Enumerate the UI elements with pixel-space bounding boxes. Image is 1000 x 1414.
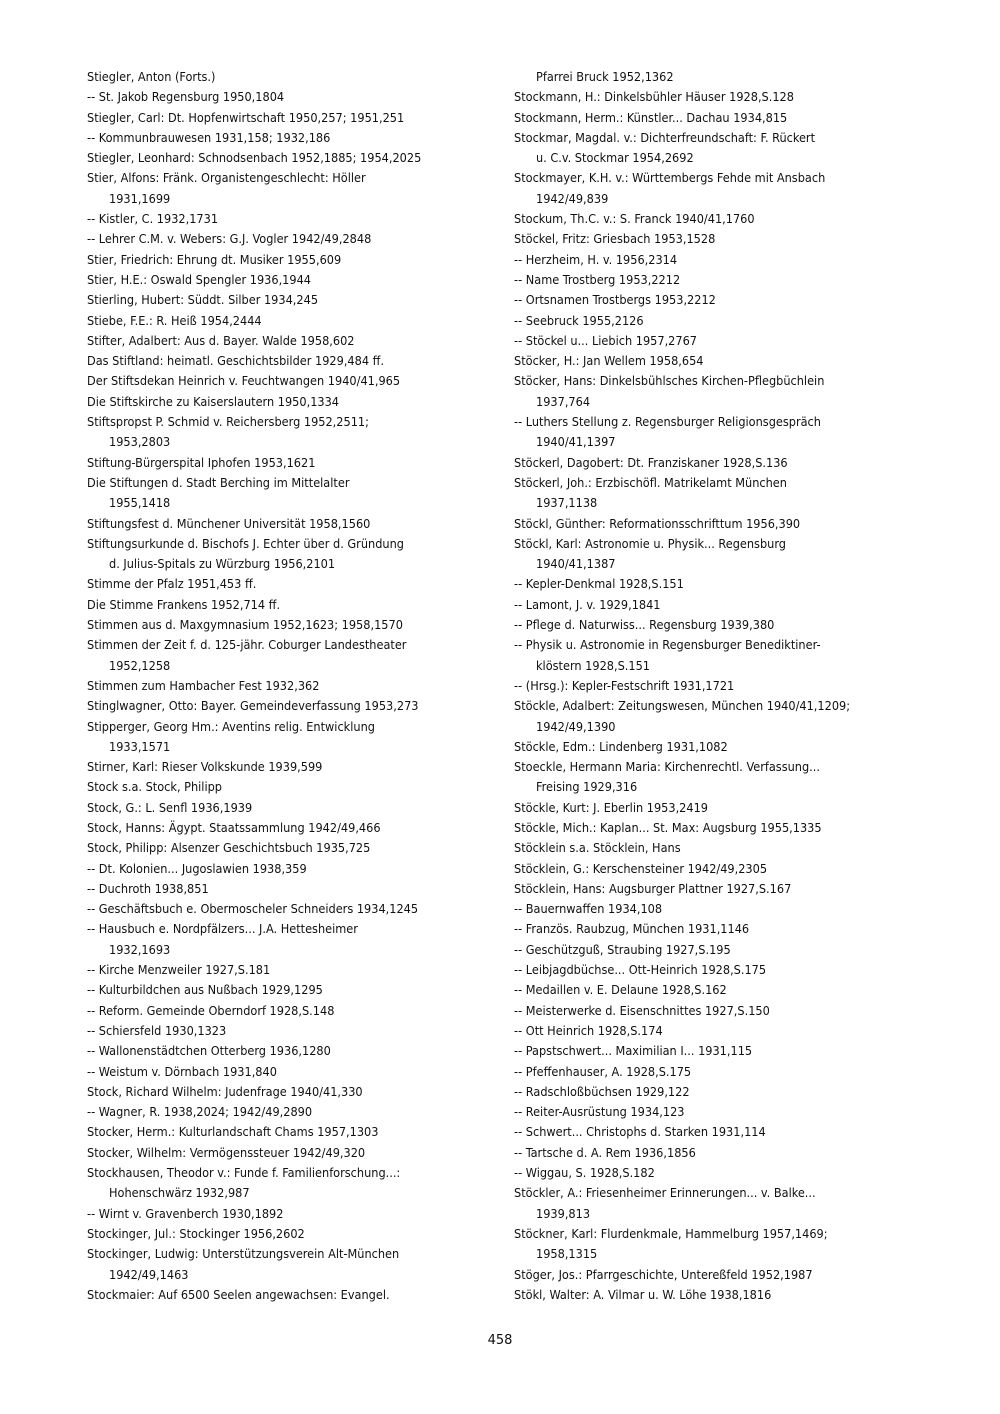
entry-line: Stiebe, F.E.: R. Heiß 1954,2444	[87, 312, 262, 328]
index-entry	[514, 879, 934, 899]
entry-line: Stöckle, Kurt: J. Eberlin 1953,2419	[514, 799, 709, 815]
entry-line: Stöcker, Hans: Dinkelsbühlsches Kirchen-Pflegbüchlein	[514, 373, 825, 389]
entry-line: Die Stiftskirche zu Kaiserslautern 1950,1334	[87, 393, 340, 409]
index-entry	[87, 1001, 507, 1021]
entry-line: -- Geschützguß, Straubing 1927,S.195	[514, 941, 731, 957]
entry-line: Stimmen der Zeit f. d. 125-jähr. Coburger Landestheater	[87, 637, 407, 653]
index-entry	[514, 859, 934, 879]
index-entry	[87, 635, 507, 676]
entry-line: Stöcklein s.a. Stöcklein, Hans	[514, 840, 681, 856]
entry-line: -- Luthers Stellung z. Regensburger Religionsgespräch	[514, 414, 821, 430]
index-entry	[87, 1102, 507, 1122]
entry-line: -- Seebruck 1955,2126	[514, 312, 644, 328]
entry-continuation-line: 1953,2803	[109, 434, 171, 450]
index-entry	[514, 168, 934, 209]
index-entry	[514, 919, 934, 939]
index-entry	[87, 351, 507, 371]
index-entry	[87, 1062, 507, 1082]
entry-continuation-line: 1937,1138	[536, 495, 598, 511]
entry-line: -- Pfeffenhauser, A. 1928,S.175	[514, 1063, 692, 1079]
index-entry	[87, 980, 507, 1000]
index-entry	[514, 574, 934, 594]
entry-line: -- Kepler-Denkmal 1928,S.151	[514, 576, 684, 592]
entry-line: Stirner, Karl: Rieser Volkskunde 1939,599	[87, 759, 323, 775]
entry-line: -- Französ. Raubzug, München 1931,1146	[514, 921, 750, 937]
index-entry	[514, 798, 934, 818]
entry-line: Stockinger, Jul.: Stockinger 1956,2602	[87, 1225, 305, 1241]
entry-line: Stiftungsfest d. Münchener Universität 1958,1560	[87, 515, 371, 531]
index-entry	[87, 1082, 507, 1102]
entry-line: -- Papstschwert... Maximilian I... 1931,115	[514, 1043, 753, 1059]
entry-line: -- Schiersfeld 1930,1323	[87, 1022, 227, 1038]
entry-line: -- Hausbuch e. Nordpfälzers... J.A. Hettesheimer	[87, 921, 358, 937]
index-entry	[87, 1204, 507, 1224]
index-entry	[87, 128, 507, 148]
entry-line: Stöckle, Adalbert: Zeitungswesen, München 1940/41,1209;	[514, 698, 851, 714]
entry-line: Stiftung-Bürgerspital Iphofen 1953,1621	[87, 454, 316, 470]
index-entry	[87, 392, 507, 412]
index-entry	[514, 229, 934, 249]
entry-line: Stock, Philipp: Alsenzer Geschichtsbuch 1935,725	[87, 840, 371, 856]
index-entry	[514, 1285, 934, 1305]
index-entry	[87, 209, 507, 229]
index-entry	[514, 1102, 934, 1122]
index-entry	[514, 1082, 934, 1102]
index-entry	[87, 717, 507, 758]
index-entry	[514, 87, 934, 107]
index-entry	[87, 1143, 507, 1163]
index-entry	[87, 290, 507, 310]
entry-line: -- Pflege d. Naturwiss... Regensburg 1939,380	[514, 617, 775, 633]
entry-continuation-line: 1933,1571	[109, 738, 171, 754]
entry-continuation-line: Hohenschwärz 1932,987	[109, 1185, 250, 1201]
entry-continuation-line: 1955,1418	[109, 495, 171, 511]
entry-line: -- Reiter-Ausrüstung 1934,123	[514, 1104, 685, 1120]
entry-continuation-line: 1958,1315	[536, 1246, 598, 1262]
index-entry	[514, 595, 934, 615]
index-entry	[87, 1041, 507, 1061]
index-entry	[514, 331, 934, 351]
index-entry	[514, 1224, 934, 1265]
entry-line: Stocker, Wilhelm: Vermögenssteuer 1942/49,320	[87, 1144, 366, 1160]
entry-continuation-line: klöstern 1928,S.151	[536, 657, 651, 673]
entry-line: Stiegler, Carl: Dt. Hopfenwirtschaft 1950,257; 1951,251	[87, 109, 405, 125]
index-entry	[514, 1183, 934, 1224]
entry-line: -- Kirche Menzweiler 1927,S.181	[87, 962, 271, 978]
index-entry	[87, 250, 507, 270]
entry-line: -- Dt. Kolonien... Jugoslawien 1938,359	[87, 860, 307, 876]
index-entry	[514, 635, 934, 676]
entry-continuation-line: 1942/49,839	[536, 190, 609, 206]
index-entry	[514, 473, 934, 514]
entry-line: Stinglwagner, Otto: Bayer. Gemeindeverfassung 1953,273	[87, 698, 419, 714]
entry-line: -- Schwert... Christophs d. Starken 1931,114	[514, 1124, 766, 1140]
index-entry	[514, 1265, 934, 1285]
entry-line: Stockinger, Ludwig: Unterstützungsverein Alt-München	[87, 1246, 400, 1262]
entry-line: -- (Hrsg.): Kepler-Festschrift 1931,1721	[514, 677, 735, 693]
index-entry	[87, 453, 507, 473]
entry-line: -- Lehrer C.M. v. Webers: G.J. Vogler 1942/49,2848	[87, 231, 372, 247]
entry-line: -- Radschloßbüchsen 1929,122	[514, 1083, 690, 1099]
entry-line: Stockmar, Magdal. v.: Dichterfreundschaft: F. Rückert	[514, 129, 816, 145]
entry-line: Stöcker, H.: Jan Wellem 1958,654	[514, 353, 704, 369]
index-entry	[514, 960, 934, 980]
entry-line: Stimmen aus d. Maxgymnasium 1952,1623; 1958,1570	[87, 617, 403, 633]
entry-line: Stock, G.: L. Senfl 1936,1939	[87, 799, 253, 815]
index-entry	[514, 534, 934, 575]
index-entry	[514, 1062, 934, 1082]
entry-line: Stipperger, Georg Hm.: Aventins relig. Entwicklung	[87, 718, 375, 734]
entry-line: Stock s.a. Stock, Philipp	[87, 779, 222, 795]
entry-line: Stöckerl, Joh.: Erzbischöfl. Matrikelamt München	[514, 474, 787, 490]
index-entry	[514, 818, 934, 838]
entry-line: Stöckerl, Dagobert: Dt. Franziskaner 1928,S.136	[514, 454, 788, 470]
entry-line: Stockmayer, K.H. v.: Württembergs Fehde mit Ansbach	[514, 170, 826, 186]
index-entry	[514, 514, 934, 534]
index-entry	[87, 473, 507, 514]
entry-line: Stockhausen, Theodor v.: Funde f. Familienforschung...:	[87, 1165, 401, 1181]
entry-line: Der Stiftsdekan Heinrich v. Feuchtwangen 1940/41,965	[87, 373, 401, 389]
entry-line: -- Lamont, J. v. 1929,1841	[514, 596, 661, 612]
index-entry	[514, 899, 934, 919]
entry-line: Stockmann, Herm.: Künstler... Dachau 1934,815	[514, 109, 788, 125]
page-number: 458	[487, 1333, 513, 1348]
index-entry	[514, 1143, 934, 1163]
entry-line: -- Kistler, C. 1932,1731	[87, 211, 219, 227]
entry-line: -- Wagner, R. 1938,2024; 1942/49,2890	[87, 1104, 313, 1120]
entry-line: Stockmann, H.: Dinkelsbühler Häuser 1928,S.128	[514, 89, 794, 105]
index-entry	[514, 696, 934, 737]
index-entry	[87, 412, 507, 453]
entry-line: -- Medaillen v. E. Delaune 1928,S.162	[514, 982, 727, 998]
index-entry	[514, 940, 934, 960]
entry-line: Pfarrei Bruck 1952,1362	[536, 69, 674, 84]
entry-line: Stimmen zum Hambacher Fest 1932,362	[87, 677, 320, 693]
entry-line: -- Reform. Gemeinde Oberndorf 1928,S.148	[87, 1002, 335, 1018]
index-entry	[87, 859, 507, 879]
entry-continuation-line: d. Julius-Spitals zu Würzburg 1956,2101	[109, 556, 336, 572]
index-entry	[87, 1285, 507, 1305]
index-entry	[87, 67, 507, 87]
entry-line: Stiftspropst P. Schmid v. Reichersberg 1952,2511;	[87, 414, 369, 430]
index-entry	[87, 879, 507, 899]
entry-line: Stöger, Jos.: Pfarrgeschichte, Untereßfeld 1952,1987	[514, 1266, 813, 1282]
entry-line: Stockmaier: Auf 6500 Seelen angewachsen: Evangel.	[87, 1286, 390, 1302]
entry-line: -- Duchroth 1938,851	[87, 880, 209, 896]
index-entry	[87, 1122, 507, 1142]
entry-line: -- Bauernwaffen 1934,108	[514, 901, 663, 917]
entry-line: -- Stöckel u... Liebich 1957,2767	[514, 332, 698, 348]
entry-line: Stöckle, Edm.: Lindenberg 1931,1082	[514, 738, 728, 754]
entry-line: -- Meisterwerke d. Eisenschnittes 1927,S.150	[514, 1002, 770, 1018]
index-entry	[87, 514, 507, 534]
index-entry	[514, 1163, 934, 1183]
index-entry	[87, 818, 507, 838]
index-entry	[87, 615, 507, 635]
index-entry	[514, 270, 934, 290]
entry-continuation-line: 1931,1699	[109, 190, 171, 206]
index-entry	[87, 960, 507, 980]
entry-continuation-line: 1942/49,1463	[109, 1266, 189, 1282]
entry-line: Stöcklein, Hans: Augsburger Plattner 1927,S.167	[514, 880, 792, 896]
index-entry	[87, 168, 507, 209]
entry-line: Stöckler, A.: Friesenheimer Erinnerungen... v. Balke...	[514, 1185, 816, 1201]
index-entry	[514, 1122, 934, 1142]
index-entry	[87, 229, 507, 249]
index-entry	[87, 270, 507, 290]
index-entry	[87, 1224, 507, 1244]
index-entry	[514, 209, 934, 229]
entry-line: -- St. Jakob Regensburg 1950,1804	[87, 89, 285, 105]
entry-line: Stöcklein, G.: Kerschensteiner 1942/49,2305	[514, 860, 768, 876]
entry-continuation-line: 1940/41,1397	[536, 434, 616, 450]
entry-line: -- Leibjagdbüchse... Ott-Heinrich 1928,S.175	[514, 962, 767, 978]
index-entry	[514, 615, 934, 635]
entry-continuation-line: 1939,813	[536, 1205, 591, 1221]
entry-line: -- Kulturbildchen aus Nußbach 1929,1295	[87, 982, 323, 998]
index-entry	[514, 838, 934, 858]
entry-line: Das Stiftland: heimatl. Geschichtsbilder 1929,484 ff.	[87, 353, 385, 369]
index-entry	[87, 777, 507, 797]
entry-line: Stock, Hanns: Ägypt. Staatssammlung 1942/49,466	[87, 819, 381, 835]
index-entry	[514, 371, 934, 412]
index-entry	[514, 290, 934, 310]
entry-continuation-line: 1937,764	[536, 393, 591, 409]
entry-line: Stifter, Adalbert: Aus d. Bayer. Walde 1958,602	[87, 332, 355, 348]
entry-line: -- Ortsnamen Trostbergs 1953,2212	[514, 292, 716, 308]
entry-line: -- Geschäftsbuch e. Obermoscheler Schneiders 1934,1245	[87, 901, 419, 917]
index-entry	[514, 250, 934, 270]
index-entry	[87, 1021, 507, 1041]
index-entry	[87, 534, 507, 575]
entry-line: -- Wirnt v. Gravenberch 1930,1892	[87, 1205, 284, 1221]
index-entry	[514, 1041, 934, 1061]
index-entry	[514, 676, 934, 696]
entry-line: Stöckle, Mich.: Kaplan... St. Max: Augsburg 1955,1335	[514, 819, 822, 835]
entry-line: -- Name Trostberg 1953,2212	[514, 271, 681, 287]
index-entry	[87, 838, 507, 858]
index-entry	[87, 371, 507, 391]
entry-line: Stökl, Walter: A. Vilmar u. W. Löhe 1938,1816	[514, 1286, 772, 1302]
entry-line: Stöckl, Karl: Astronomie u. Physik... Regensburg	[514, 535, 786, 551]
index-entry	[87, 676, 507, 696]
index-entry	[87, 87, 507, 107]
entry-line: Die Stimme Frankens 1952,714 ff.	[87, 596, 281, 612]
entry-line: -- Wiggau, S. 1928,S.182	[514, 1165, 655, 1181]
entry-line: Stier, Friedrich: Ehrung dt. Musiker 1955,609	[87, 251, 342, 267]
entry-line: -- Kommunbrauwesen 1931,158; 1932,186	[87, 129, 331, 145]
entry-line: Stoeckle, Hermann Maria: Kirchenrechtl. Verfassung...	[514, 759, 820, 775]
index-entry	[87, 108, 507, 128]
entry-line: -- Ott Heinrich 1928,S.174	[514, 1022, 663, 1038]
entry-line: Stock, Richard Wilhelm: Judenfrage 1940/41,330	[87, 1083, 363, 1099]
index-entry	[514, 311, 934, 331]
entry-line: Die Stiftungen d. Stadt Berching im Mittelalter	[87, 474, 350, 490]
entry-line: Stöckner, Karl: Flurdenkmale, Hammelburg 1957,1469;	[514, 1225, 828, 1241]
index-entry	[87, 757, 507, 777]
entry-continuation-line: u. C.v. Stockmar 1954,2692	[536, 150, 694, 166]
index-entry	[87, 1244, 507, 1285]
index-entry	[87, 311, 507, 331]
entry-continuation-line: Freising 1929,316	[536, 779, 638, 795]
entry-line: Stocker, Herm.: Kulturlandschaft Chams 1957,1303	[87, 1124, 379, 1140]
right-column	[514, 67, 934, 1305]
index-entry	[87, 899, 507, 919]
entry-line: Stöckl, Günther: Reformationsschrifttum 1956,390	[514, 515, 801, 531]
entry-line: -- Weistum v. Dörnbach 1931,840	[87, 1063, 277, 1079]
index-entry	[87, 148, 507, 168]
index-entry	[87, 919, 507, 960]
entry-line: -- Wallonenstädtchen Otterberg 1936,1280	[87, 1043, 331, 1059]
index-entry	[87, 798, 507, 818]
entry-continuation-line: 1940/41,1387	[536, 556, 616, 572]
entry-line: Stier, H.E.: Oswald Spengler 1936,1944	[87, 271, 312, 287]
entry-line: Stiftungsurkunde d. Bischofs J. Echter über d. Gründung	[87, 535, 404, 551]
entry-line: Stierling, Hubert: Süddt. Silber 1934,245	[87, 292, 319, 308]
index-entry	[514, 980, 934, 1000]
entry-line: Stimme der Pfalz 1951,453 ff.	[87, 576, 257, 592]
index-entry	[87, 331, 507, 351]
entry-line: -- Physik u. Astronomie in Regensburger Benediktiner-	[514, 637, 821, 653]
index-entry	[87, 574, 507, 594]
entry-continuation-line: 1932,1693	[109, 941, 171, 957]
index-entry	[514, 412, 934, 453]
index-entry	[87, 1163, 507, 1204]
left-column	[87, 67, 507, 1305]
entry-line: -- Herzheim, H. v. 1956,2314	[514, 251, 678, 267]
index-entry	[514, 128, 934, 169]
index-entry	[514, 1021, 934, 1041]
index-entry	[514, 67, 934, 87]
entry-line: Stiegler, Leonhard: Schnodsenbach 1952,1885; 1954,2025	[87, 150, 422, 166]
entry-line: Stockum, Th.C. v.: S. Franck 1940/41,1760	[514, 211, 755, 227]
index-entry	[514, 453, 934, 473]
entry-line: Stöckel, Fritz: Griesbach 1953,1528	[514, 231, 716, 247]
index-entry	[514, 757, 934, 798]
index-entry	[514, 1001, 934, 1021]
index-entry	[87, 696, 507, 716]
entry-line: Stiegler, Anton (Forts.)	[87, 69, 216, 84]
entry-line: -- Tartsche d. A. Rem 1936,1856	[514, 1144, 696, 1160]
index-entry	[87, 595, 507, 615]
entry-continuation-line: 1942/49,1390	[536, 718, 616, 734]
index-entry	[514, 351, 934, 371]
index-entry	[514, 737, 934, 757]
index-entry	[514, 108, 934, 128]
entry-continuation-line: 1952,1258	[109, 657, 171, 673]
entry-line: Stier, Alfons: Fränk. Organistengeschlecht: Höller	[87, 170, 366, 186]
